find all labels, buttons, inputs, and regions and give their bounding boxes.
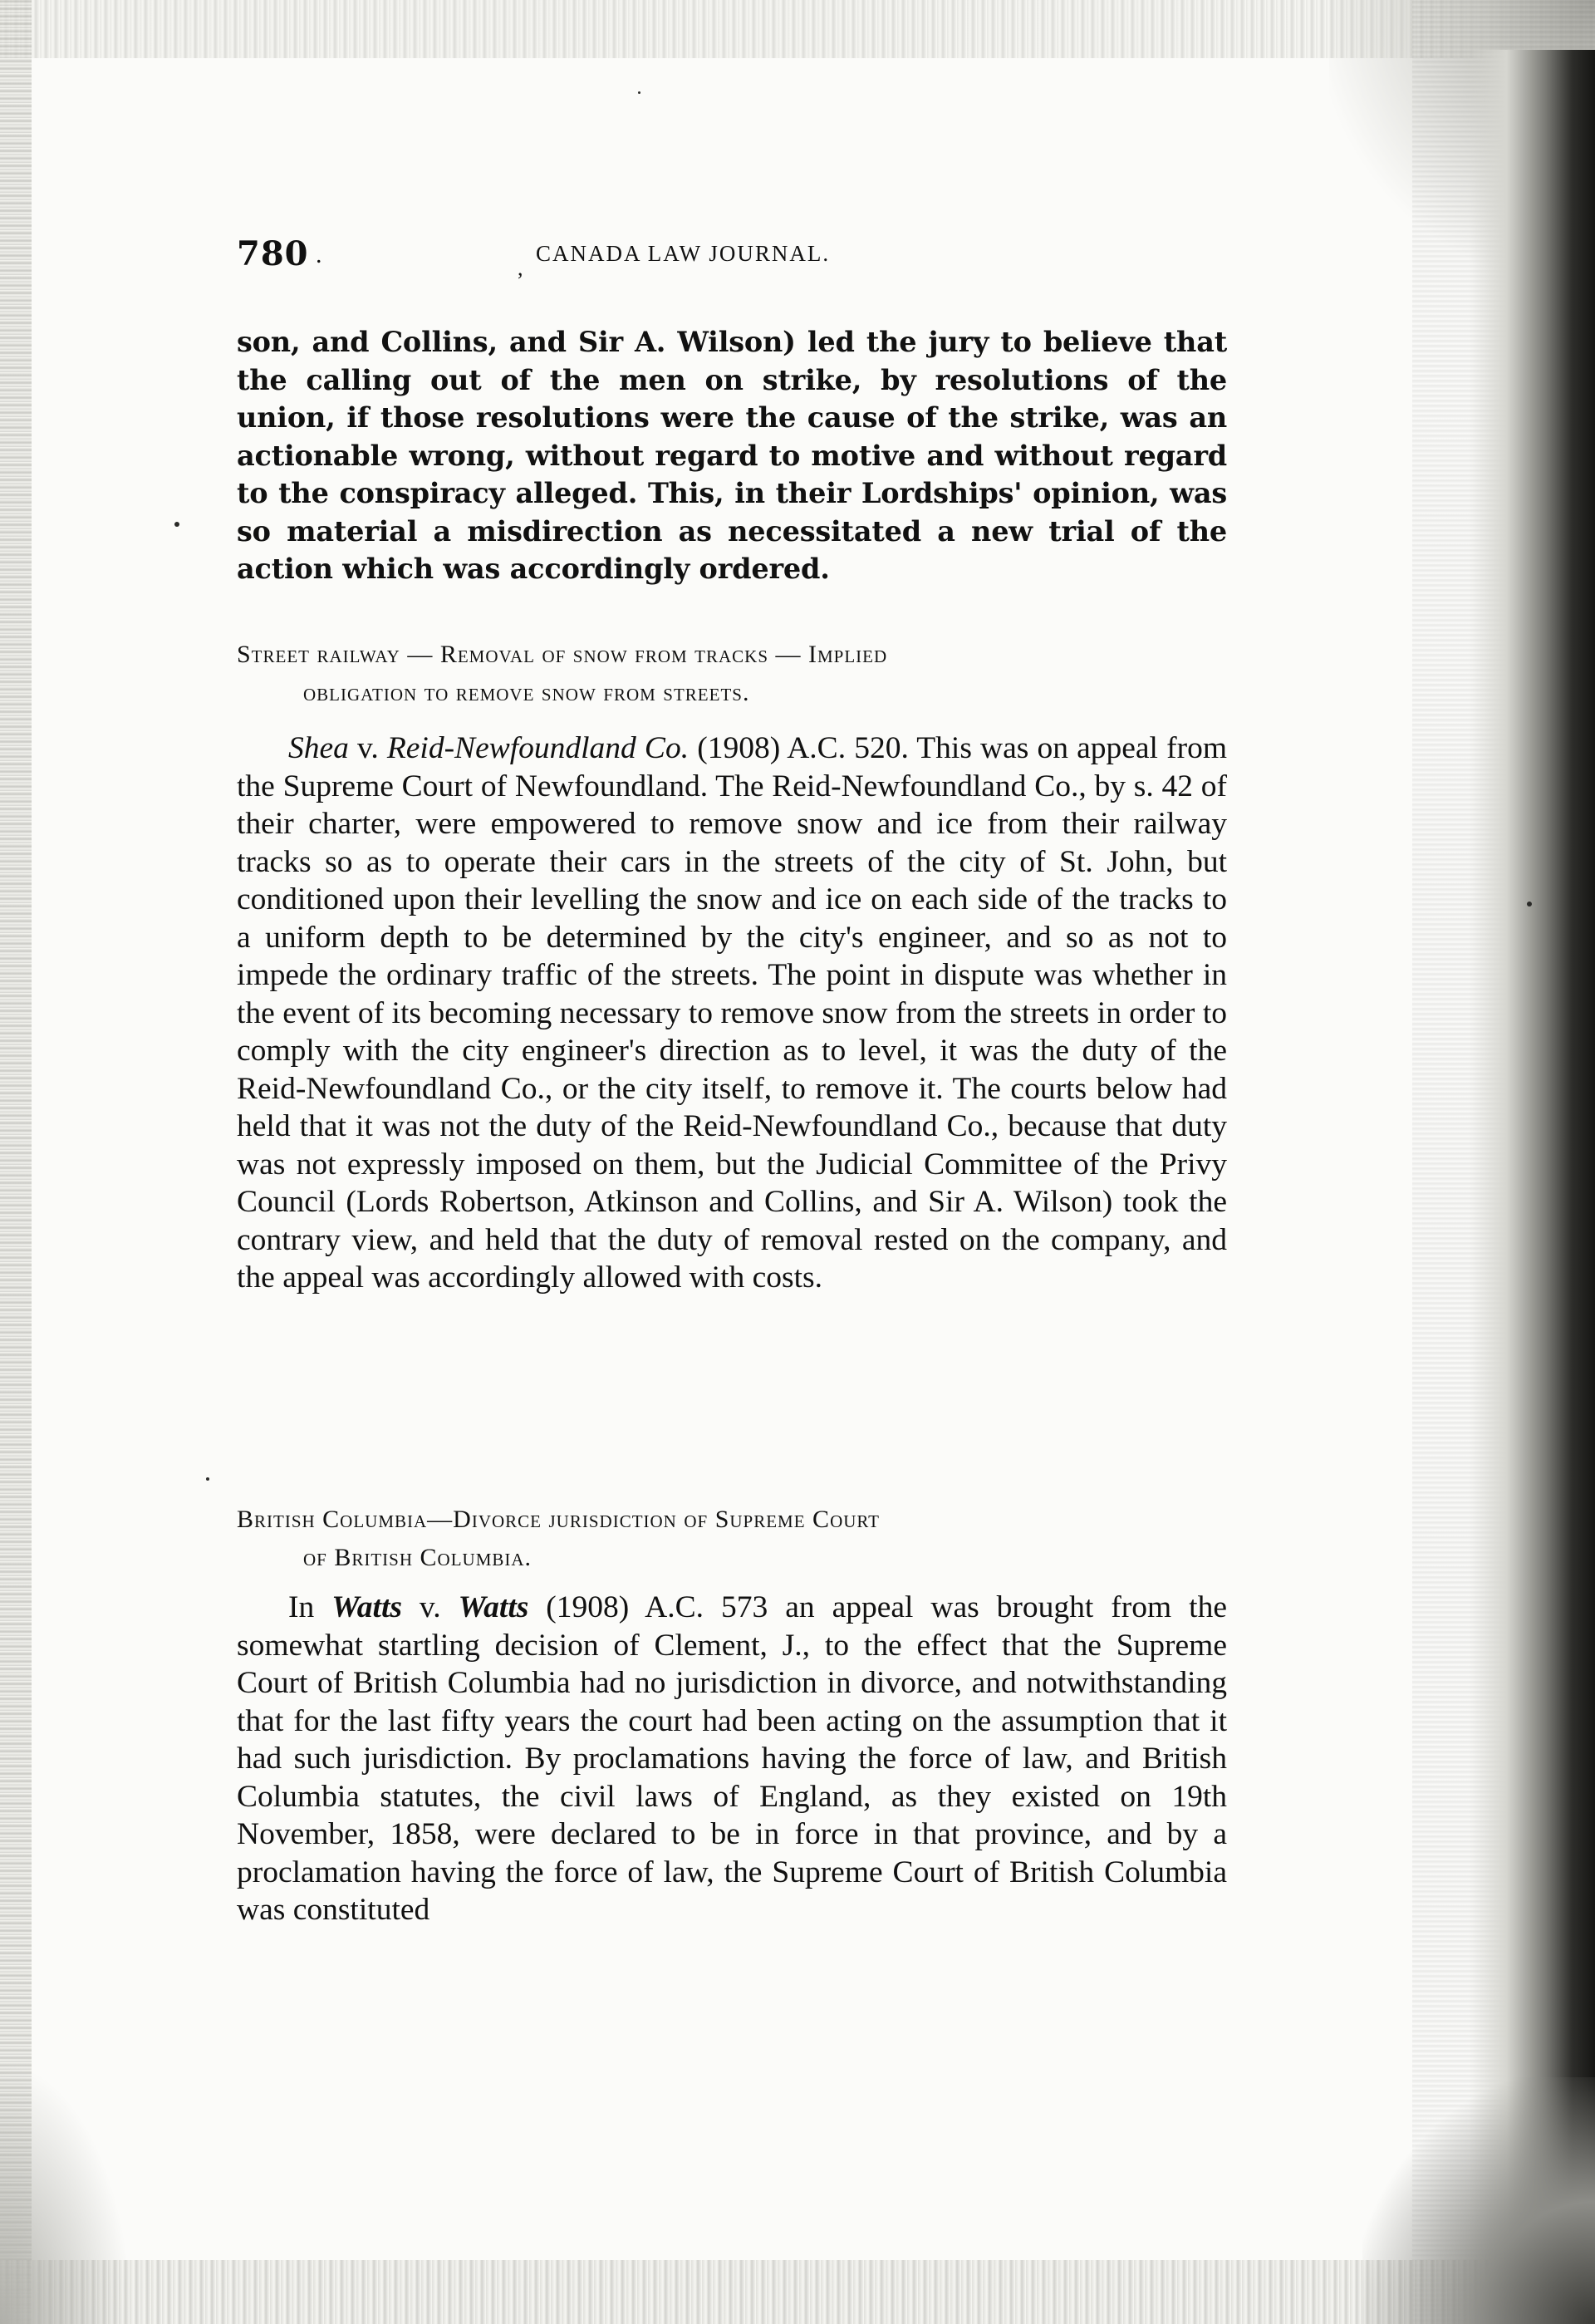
british-columbia-paragraph <box>237 1589 1227 1929</box>
scan-bottom-edge <box>0 2260 1595 2324</box>
heading-line: of British Columbia. <box>303 1544 532 1571</box>
running-header <box>237 234 1229 280</box>
case-party: Reid-Newfoundland Co. <box>386 731 690 765</box>
ink-speck <box>638 91 640 94</box>
paragraph-intro: In <box>288 1590 332 1624</box>
ink-speck <box>174 522 179 527</box>
journal-title: CANADA LAW JOURNAL. <box>536 241 831 266</box>
ink-speck <box>1527 902 1532 907</box>
scan-right-edge <box>1469 50 1595 2324</box>
header-mark: , <box>518 256 523 280</box>
ink-speck <box>206 1477 209 1481</box>
case-party: Watts <box>458 1590 529 1624</box>
paragraph-body: (1908) A.C. 520. This was on appeal from the Supreme Court of Newfoundland. The Reid-Newfoundland Co., by s. 42 of their charter, were empowered to remove snow and ice from their railway tracks so as to operate their cars in the streets of the city of St. John, but conditioned upon their levelling the snow and ice on each side of the tracks to a uniform depth to be determined by the city's engineer, and so as not to impede the ordinary traffic of the streets. The point in dispute was whether in the event of its becoming necessary to remove snow from the streets in order to comply with the city engineer's direction as to level, it was the duty of the Reid-Newfoundland Co., or the city itself, to remove it. The courts below had held that it was not the duty of the Reid-Newfoundland Co., because that duty was not expressly imposed on them, but the Judicial Committee of the Privy Council (Lords Robertson, Atkinson and Collins, and Sir A. Wilson) took the contrary view, and held that the duty of removal rested on the company, and the appeal was accordingly allowed with costs. <box>237 731 1227 1295</box>
page-number: 780 <box>237 234 309 273</box>
street-railway-paragraph <box>237 730 1227 1297</box>
case-versus: v. <box>401 1590 459 1624</box>
scan-bottom-left-shadow <box>0 2061 133 2324</box>
case-party: Shea <box>288 731 349 765</box>
scan-bottom-right-shadow <box>1362 2077 1595 2324</box>
continuation-text: son, and Collins, and Sir A. Wilson) led the jury to believe that the calling out of the men on strike, by resolutions of the union, if those resolutions were the cause of the strike, was an actionable wrong, without regard to motive and without regard to the conspiracy alleged. This, in their Lordships' opinion, was so material a misdirection as necessitated a new trial of the action which was accordingly ordered. <box>237 326 1227 585</box>
heading-line: Street railway — Removal of snow from tracks — Implied <box>237 641 888 668</box>
heading-line: obligation to remove snow from streets. <box>303 679 750 706</box>
case-versus: v. <box>348 731 387 765</box>
section-heading-street-railway <box>237 636 1227 712</box>
scan-left-edge <box>0 0 32 2324</box>
continuation-paragraph <box>237 323 1227 588</box>
header-mark: . <box>316 241 322 268</box>
heading-line: British Columbia—Divorce jurisdiction of Supreme Court <box>237 1506 880 1533</box>
case-party: Watts <box>331 1590 402 1624</box>
paragraph-body: (1908) A.C. 573 an appeal was brought from the somewhat startling decision of Clement, J., to the effect that the Supreme Court of British Columbia had no jurisdiction in divorce, and notwithstanding that for the last fifty years the court had been acting on the assumption that it had such jurisdiction. By proclamations having the force of law, and British Columbia statutes, the civil laws of England, as they existed on 19th November, 1858, were declared to be in force in that province, and by a proclamation having the force of law, the Supreme Court of British Columbia was constituted <box>237 1590 1227 1927</box>
section-heading-british-columbia <box>237 1501 1227 1577</box>
